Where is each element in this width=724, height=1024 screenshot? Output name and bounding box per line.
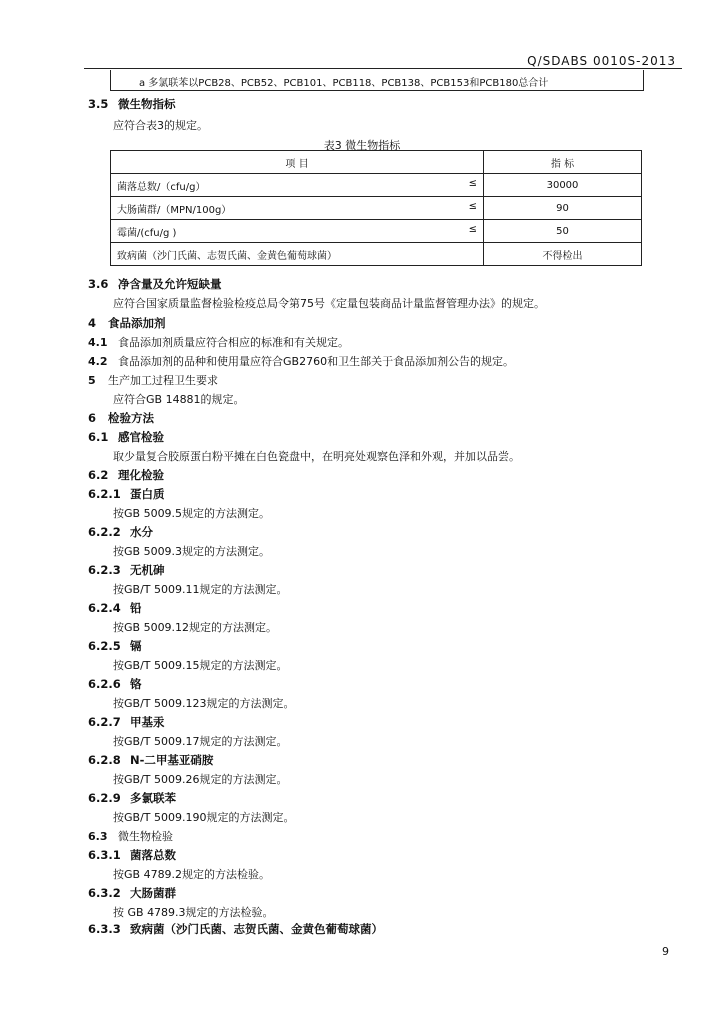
section-6-2-6-text: 按GB/T 5009.123规定的方法测定。	[113, 697, 295, 710]
row-item: 大肠菌群/（MPN/100g） ≤	[111, 197, 484, 220]
row-value: 30000	[484, 174, 642, 197]
table-footnote: a 多氯联苯以PCB28、PCB52、PCB101、PCB118、PCB138、PCB153和PCB180总合计	[139, 78, 549, 89]
section-6-3-heading: 6.3 微生物检验	[88, 830, 173, 843]
section-6-3-2-text: 按 GB 4789.3规定的方法检验。	[113, 906, 274, 919]
section-6-heading: 6 检验方法	[88, 411, 154, 425]
section-3-6-heading: 3.6 净含量及允许短缺量	[88, 277, 222, 291]
section-6-2-4-text: 按GB 5009.12规定的方法测定。	[113, 621, 278, 634]
section-6-2-7-text: 按GB/T 5009.17规定的方法测定。	[113, 735, 288, 748]
section-3-6-text: 应符合国家质量监督检验检疫总局令第75号《定量包装商品计量监督管理办法》的规定。	[113, 297, 545, 310]
row-item: 霉菌/(cfu/g ) ≤	[111, 220, 484, 243]
page-number: 9	[662, 945, 669, 958]
section-6-2-2-text: 按GB 5009.3规定的方法测定。	[113, 545, 271, 558]
section-6-2-heading: 6.2 理化检验	[88, 468, 164, 482]
section-6-2-7-heading: 6.2.7 甲基汞	[88, 715, 165, 729]
row-value: 50	[484, 220, 642, 243]
table-row	[111, 197, 642, 220]
section-6-1-heading: 6.1 感官检验	[88, 430, 164, 444]
header-item: 项 目	[111, 151, 484, 174]
section-6-2-8-text: 按GB/T 5009.26规定的方法测定。	[113, 773, 288, 786]
section-6-2-6-heading: 6.2.6 铬	[88, 677, 142, 691]
microbial-indicator-table	[110, 150, 642, 266]
less-equal-symbol: ≤	[468, 223, 477, 235]
row-item: 致病菌（沙门氏菌、志贺氏菌、金黄色葡萄球菌）	[111, 243, 484, 266]
section-6-2-3-heading: 6.2.3 无机砷	[88, 563, 165, 577]
section-6-3-3-heading: 6.3.3 致病菌（沙门氏菌、志贺氏菌、金黄色葡萄球菌）	[88, 922, 383, 936]
table-header-row	[111, 151, 642, 174]
row-value: 不得检出	[484, 243, 642, 266]
header-indicator: 指 标	[484, 151, 642, 174]
section-6-2-3-text: 按GB/T 5009.11规定的方法测定。	[113, 583, 288, 596]
section-6-2-1-heading: 6.2.1 蛋白质	[88, 487, 165, 501]
header-rule	[84, 68, 682, 69]
section-6-1-text: 取少量复合胶原蛋白粉平摊在白色瓷盘中，在明亮处观察色泽和外观，并加以品尝。	[113, 450, 520, 463]
row-value: 90	[484, 197, 642, 220]
section-3-5-heading: 3.5 微生物指标	[88, 97, 176, 111]
section-6-2-9-text: 按GB/T 5009.190规定的方法测定。	[113, 811, 295, 824]
section-6-3-2-heading: 6.3.2 大肠菌群	[88, 886, 176, 900]
section-4-heading: 4 食品添加剂	[88, 316, 166, 330]
section-6-2-1-text: 按GB 5009.5规定的方法测定。	[113, 507, 271, 520]
section-6-3-1-heading: 6.3.1 菌落总数	[88, 848, 176, 862]
table-3-caption: 表3 微生物指标	[323, 139, 401, 152]
less-equal-symbol: ≤	[468, 177, 477, 189]
row-item: 菌落总数/（cfu/g） ≤	[111, 174, 484, 197]
table-row	[111, 174, 642, 197]
section-4-1-text: 4.1 食品添加剂质量应符合相应的标准和有关规定。	[88, 336, 349, 349]
less-equal-symbol: ≤	[468, 200, 477, 212]
table-row	[111, 220, 642, 243]
section-6-2-4-heading: 6.2.4 铅	[88, 601, 142, 615]
section-6-2-2-heading: 6.2.2 水分	[88, 525, 153, 539]
section-3-5-text: 应符合表3的规定。	[113, 119, 208, 132]
section-6-2-5-heading: 6.2.5 镉	[88, 639, 142, 653]
section-6-2-8-heading: 6.2.8 N-二甲基亚硝胺	[88, 753, 214, 767]
section-6-3-1-text: 按GB 4789.2规定的方法检验。	[113, 868, 271, 881]
section-6-2-9-heading: 6.2.9 多氯联苯	[88, 791, 176, 805]
doc-code-header: Q/SDABS 0010S-2013	[527, 54, 676, 68]
section-4-2-text: 4.2 食品添加剂的品种和使用量应符合GB2760和卫生部关于食品添加剂公告的规定。	[88, 355, 515, 368]
section-5-heading: 5 生产加工过程卫生要求	[88, 374, 218, 387]
table-row	[111, 243, 642, 266]
section-6-2-5-text: 按GB/T 5009.15规定的方法测定。	[113, 659, 288, 672]
section-5-text: 应符合GB 14881的规定。	[113, 393, 245, 406]
